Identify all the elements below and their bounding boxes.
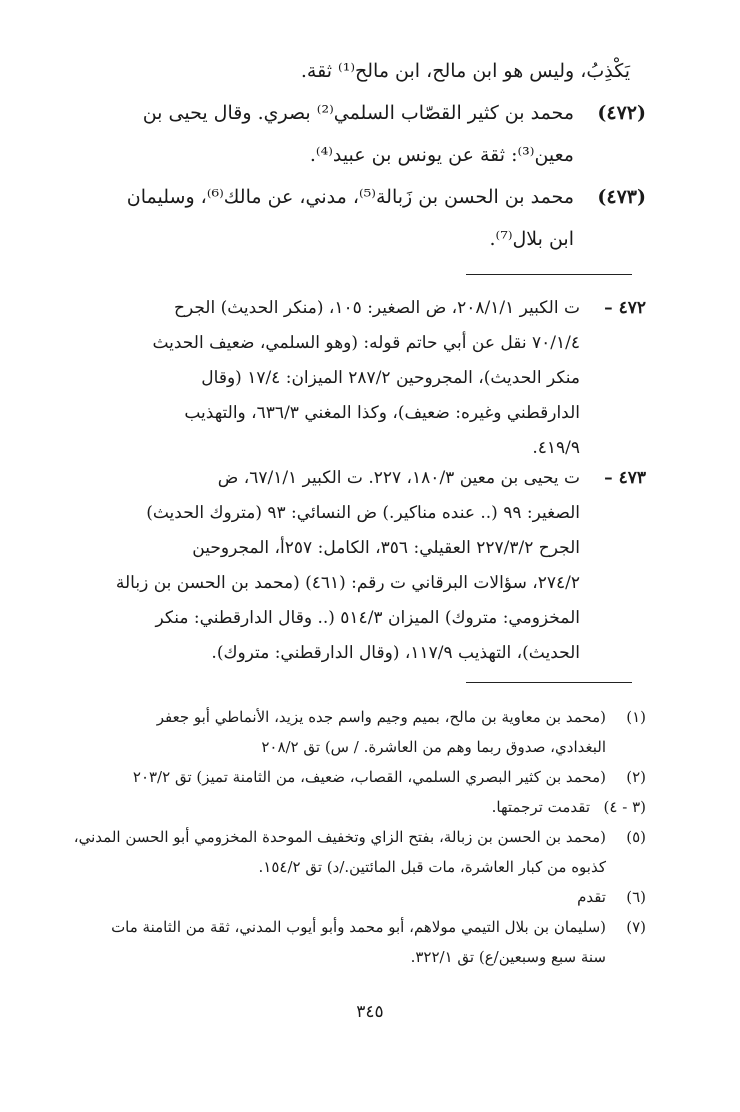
main-line-1: يَكْذِبُ، وليس هو ابن مالح، ابن مالح⁽¹⁾ ثقة. (300, 60, 630, 82)
note-473-line-4: ٢٧٤/٢، سؤالات البرقاني ت رقم: (٤٦١) (محمد بن الحسن بن زبالة (115, 573, 580, 593)
footnote-7-label: (٧) (626, 918, 646, 936)
footnote-7-line-1: (سليمان بن بلال التيمي مولاهم، أبو محمد وأبو أيوب المدني، ثقة من الثامنة مات (111, 918, 606, 936)
entry-473-line-1: محمد بن الحسن بن زَبالة⁽⁵⁾، مدني، عن مالك⁽⁶⁾، وسليمان (126, 186, 574, 208)
footnote-1-line-2: البغدادي، صدوق ربما وهم من العاشرة. / س) تق ٢٠٨/٢ (261, 738, 606, 756)
note-472-line-3: منكر الحديث)، المجروحين ٢٨٧/٢ الميزان: ١٧/٤ (وقال (201, 368, 580, 388)
section-divider-1 (466, 274, 632, 275)
entry-473-line-2: ابن بلال⁽⁷⁾. (489, 228, 574, 250)
footnote-3-4-line-1: تقدمت ترجمتها. (491, 798, 590, 816)
note-473-label: ٤٧٣ – (604, 468, 646, 488)
note-473-line-6: الحديث)، التهذيب ١١٧/٩، (وقال الدارقطني: متروك). (211, 643, 580, 663)
entry-472-line-1: محمد بن كثير القصّاب السلمي⁽²⁾ بصري. وقال يحيى بن (142, 102, 574, 124)
entry-472-number: (٤٧٢) (597, 102, 646, 124)
entry-473-number: (٤٧٣) (597, 186, 646, 208)
note-473-line-1: ت يحيى بن معين ١٨٠/٣، ٢٢٧. ت الكبير ٦٧/١/١، ض (217, 468, 580, 488)
footnote-5-label: (٥) (626, 828, 646, 846)
note-472-line-1: ت الكبير ٢٠٨/١/١، ض الصغير: ١٠٥، (منكر الحديث) الجرح (173, 298, 580, 318)
note-473-line-2: الصغير: ٩٩ (.. عنده مناكير.) ض النسائي: ٩٣ (متروك الحديث) (146, 503, 580, 523)
note-472-line-4: الدارقطني وغيره: ضعيف)، وكذا المغني ٦٣٦/٣، والتهذيب (184, 403, 580, 423)
footnote-1-line-1: (محمد بن معاوية بن مالح، بميم وجيم واسم جده يزيد، الأنماطي أبو جعفر (156, 708, 606, 726)
entry-472-line-2: معين⁽³⁾: ثقة عن يونس بن عبيد⁽⁴⁾. (309, 144, 574, 166)
footnote-6-label: (٦) (626, 888, 646, 906)
footnote-5-line-1: (محمد بن الحسن بن زبالة، بفتح الزاي وتخفيف الموحدة المخزومي أبو الحسن المدني، (73, 828, 606, 846)
note-472-line-5: ٤١٩/٩. (532, 438, 580, 458)
note-473-line-3: الجرح ٢٢٧/٣/٢ العقيلي: ٣٥٦، الكامل: ٢٥٧أ، المجروحين (192, 538, 580, 558)
footnote-2-line-1: (محمد بن كثير البصري السلمي، القصاب، ضعيف، من الثامنة تميز) تق ٢٠٣/٢ (132, 768, 606, 786)
footnote-6-line-1: تقدم (577, 888, 606, 906)
section-divider-2 (466, 682, 632, 683)
footnote-2-label: (٢) (626, 768, 646, 786)
note-472-line-2: ٧٠/١/٤ نقل عن أبي حاتم قوله: (وهو السلمي، ضعيف الحديث (152, 333, 580, 353)
footnote-7-line-2: سنة سبع وسبعين/ع) تق ٣٢٢/١. (410, 948, 606, 966)
note-473-line-5: المخزومي: متروك) الميزان ٥١٤/٣ (.. وقال الدارقطني: منكر (155, 608, 580, 628)
note-472-label: ٤٧٢ – (604, 298, 646, 318)
page-number: ٣٤٥ (356, 1002, 384, 1022)
footnote-1-label: (١) (626, 708, 646, 726)
footnote-5-line-2: كذبوه من كبار العاشرة، مات قبل المائتين./د) تق ١٥٤/٢. (258, 858, 606, 876)
footnote-3-4-label: (٣ - ٤) (603, 798, 646, 816)
